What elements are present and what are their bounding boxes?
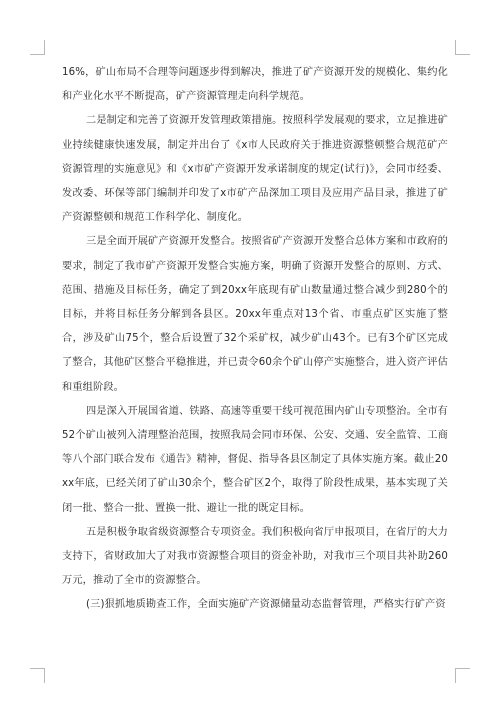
paragraph-special-funds: 五是积极争取省级资源整合专项资金。我们积极向省厅申报项目，在省厅的大力支持下，省财政加大了对我市资源整合项目的资金补助，对我市三个项目共补助260万元，推动了全市的资源整合。 (62, 526, 448, 587)
crop-mark-bottom-right (455, 668, 470, 683)
crop-mark-bottom-left (30, 668, 45, 683)
crop-mark-top-right (455, 40, 470, 55)
paragraph-geological-survey: (三)狠抓地质勘查工作，全面实施矿产资源储量动态监督管理，严格实行矿产资 (86, 599, 446, 611)
paragraph-policy-measures: 二是制定和完善了资源开发管理政策措施。按照科学发展观的要求，立足推进矿业持续健康快速发展，制定并出台了《x市人民政府关于推进资源整顿整合规范矿产资源管理的实施意见》和《x市矿产资源开发承诺制度的规定(试行)》，会同市经委、发改委、环保等部门编制并印发了x市矿产品深加工项目及应用产品目录，推进了矿产资源整顿和规范工作科学化、制度化。 (62, 115, 448, 224)
paragraph-continuation: 16%，矿山布局不合理等问题逐步得到解决，推进了矿产资源开发的规模化、集约化和产业化水平不断提高，矿产资源管理走向科学规范。 (62, 67, 448, 103)
paragraph-resource-integration: 三是全面开展矿产资源开发整合。按照省矿产资源开发整合总体方案和市政府的要求，制定了我市矿产资源开发整合实施方案，明确了资源开发整合的原则、方式、范围、措施及目标任务，确定了到20xx年底现有矿山数量通过整合减少到280个的目标，并将目标任务分解到各县区。20xx年重点对13个省、市重点矿区实施了整合，涉及矿山75个，整合后设置了32个采矿权，减少矿山43个。已有3个矿区完成了整合，其他矿区整合平稳推进，并已责令60余个矿山停产实施整合，进入资产评估和重组阶段。 (62, 236, 448, 393)
paragraph-mine-rectification: 四是深入开展国省道、铁路、高速等重要干线可视范围内矿山专项整治。全市有52个矿山被列入清理整治范围，按照我局会同市环保、公安、交通、安全监管、工商等八个部门联合发布《通告》精神，督促、指导各县区制定了具体实施方案。截止20xx年底，已经关闭了矿山30余个，整合矿区2个，取得了阶段性成果，基本实现了关闭一批、整合一批、置换一批、避让一批的既定目标。 (62, 405, 448, 514)
document-body (62, 61, 448, 618)
crop-mark-top-left (30, 40, 45, 55)
